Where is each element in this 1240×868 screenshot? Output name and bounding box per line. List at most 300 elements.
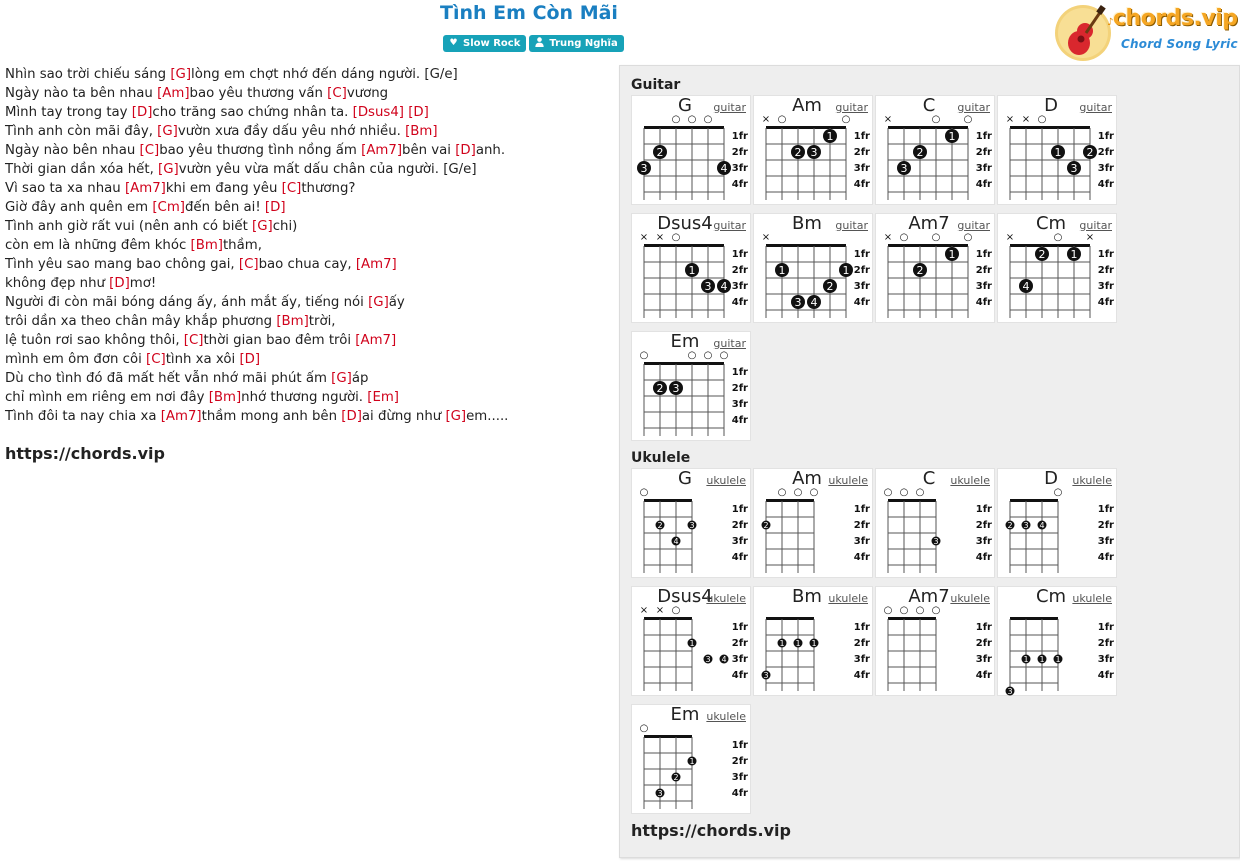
fret-label: 3fr (975, 536, 992, 547)
genre-tag[interactable] (443, 35, 526, 52)
ukulele-chord-card[interactable] (997, 468, 1117, 578)
chord-name: Bm (792, 213, 822, 234)
lyric-text: Tình đôi ta nay chia xa (5, 409, 161, 424)
lyric-text: vương (346, 86, 389, 101)
finger-number: 1 (842, 264, 850, 277)
song-tags (443, 35, 624, 52)
fret-label: 3fr (731, 536, 748, 547)
chord-marker[interactable]: [Bm] (190, 238, 223, 253)
open-string-marker: ○ (639, 350, 649, 361)
ukulele-chord-card[interactable] (631, 468, 751, 578)
chord-name: C (922, 95, 936, 116)
lyric-line (5, 103, 605, 122)
fret-label: 2fr (731, 638, 748, 649)
fret-label: 4fr (853, 552, 870, 563)
finger-number: 2 (1086, 146, 1094, 159)
chord-name: Cm (1035, 586, 1067, 607)
finger-number: 1 (1039, 655, 1045, 664)
instrument-link[interactable]: ukulele (1072, 474, 1112, 487)
fret-label: 2fr (975, 265, 992, 276)
fret-label: 1fr (731, 249, 748, 260)
guitar-chord-card[interactable] (753, 213, 873, 323)
lyric-text: khi em đang yêu (165, 181, 282, 196)
chord-marker[interactable]: [Dsus4] (352, 105, 404, 120)
chord-marker[interactable]: [D] (239, 352, 261, 367)
lyric-text: mơ! (129, 276, 157, 291)
open-string-marker: ○ (703, 114, 713, 125)
fret-label: 3fr (1097, 536, 1114, 547)
fret-label: 4fr (853, 670, 870, 681)
lyric-text: áp (351, 371, 369, 386)
finger-number: 3 (1023, 521, 1029, 530)
fret-label: 3fr (975, 654, 992, 665)
lyric-line (5, 198, 605, 217)
fret-label: 1fr (1097, 249, 1114, 260)
ukulele-chord-card[interactable] (753, 586, 873, 696)
fret-label: 4fr (731, 415, 748, 426)
open-string-marker: ○ (639, 487, 649, 498)
fret-label: 4fr (853, 179, 870, 190)
fret-label: 3fr (731, 772, 748, 783)
chord-marker[interactable]: [C] (146, 352, 166, 367)
lyric-text: Giờ đây anh quên em (5, 200, 153, 215)
chord-marker[interactable]: [G] (331, 371, 352, 386)
lyric-text: bên vai (402, 143, 456, 158)
instrument-link[interactable]: ukulele (706, 710, 746, 723)
lyric-text: vườn xưa đầy dấu yêu nhớ nhiều. (177, 124, 406, 139)
lyric-text: còn em là những đêm khóc (5, 238, 191, 253)
finger-number: 1 (778, 264, 786, 277)
lyric-text: Thời gian dần xóa hết, (5, 162, 159, 177)
fret-label: 3fr (1097, 281, 1114, 292)
lyric-text: Ngày nào bên nhau (5, 143, 140, 158)
finger-number: 2 (794, 146, 802, 159)
guitar-chord-card[interactable] (875, 95, 995, 205)
chord-name: G (678, 95, 692, 116)
lyric-line (5, 388, 605, 407)
chord-marker[interactable]: [Bm] (405, 124, 438, 139)
chord-marker[interactable]: [Am7] (355, 257, 397, 272)
song-title: Tình Em Còn Mãi (440, 2, 618, 24)
lyric-text: thời gian bao đêm trôi (203, 333, 356, 348)
guitar-chord-card[interactable] (631, 95, 751, 205)
open-string-marker: ○ (703, 350, 713, 361)
chord-marker[interactable]: [G] (157, 124, 178, 139)
chord-name: Cm (1035, 213, 1067, 234)
lyric-line (5, 236, 605, 255)
lyric-text: em..... (466, 409, 509, 424)
lyric-text: không đẹp như (5, 276, 110, 291)
finger-number: 3 (657, 789, 663, 798)
finger-number: 2 (916, 146, 924, 159)
instrument-link[interactable]: guitar (957, 101, 990, 114)
finger-number: 1 (1054, 146, 1062, 159)
chord-marker[interactable]: [G] (158, 162, 179, 177)
chord-name: D (1044, 468, 1058, 489)
lyric-text: thầm, (222, 238, 262, 253)
fret-label: 2fr (853, 638, 870, 649)
muted-string-marker: × (1085, 232, 1095, 243)
lyric-text: ai đừng như (361, 409, 446, 424)
guitar-chord-card[interactable] (631, 331, 751, 441)
finger-number: 3 (763, 671, 769, 680)
lyric-text: mình em ôm đơn côi (5, 352, 147, 367)
fret-label: 4fr (731, 179, 748, 190)
lyric-text: Dù cho tình đó đã mất hết vẫn nhớ mãi phút ấm (5, 371, 332, 386)
finger-number: 2 (673, 773, 679, 782)
fret-label: 2fr (853, 147, 870, 158)
open-string-marker: ○ (931, 605, 941, 616)
finger-number: 3 (1007, 687, 1013, 696)
chord-marker[interactable]: [Bm] (208, 390, 242, 405)
lyric-text: bao yêu thương vấn (189, 86, 328, 101)
chord-panel (619, 65, 1240, 858)
guitar-chord-card[interactable] (753, 95, 873, 205)
instrument-link[interactable]: guitar (957, 219, 990, 232)
instrument-link[interactable]: guitar (713, 101, 746, 114)
open-string-marker: ○ (883, 605, 893, 616)
fret-label: 2fr (731, 383, 748, 394)
open-string-marker: ○ (671, 605, 681, 616)
lyric-text: lòng em chợt nhớ đến dáng người. [G/e] (191, 67, 458, 82)
muted-string-marker: × (883, 232, 893, 243)
open-string-marker: ○ (1037, 114, 1047, 125)
fret-label: 4fr (1097, 552, 1114, 563)
ukulele-chord-card[interactable] (631, 586, 751, 696)
chord-marker[interactable]: [Am7] (160, 409, 202, 424)
open-string-marker: ○ (671, 232, 681, 243)
chord-marker[interactable]: [C] (327, 86, 347, 101)
lyric-text: Tình yêu sao mang bao chông gai, (5, 257, 239, 272)
finger-number: 1 (688, 264, 696, 277)
fret-label: 1fr (1097, 504, 1114, 515)
open-string-marker: ○ (915, 605, 925, 616)
chord-marker[interactable]: [Am] (157, 86, 190, 101)
chord-marker[interactable]: [G] (252, 219, 273, 234)
lyric-text: Ngày nào ta bên nhau (5, 86, 158, 101)
fret-label: 1fr (1097, 131, 1114, 142)
chord-marker[interactable]: [Bm] (276, 314, 309, 329)
fret-label: 2fr (975, 147, 992, 158)
chord-name: Am (792, 468, 822, 489)
fret-label: 3fr (975, 281, 992, 292)
chord-name: Am (792, 95, 822, 116)
open-string-marker: ○ (963, 114, 973, 125)
lyric-line (5, 217, 605, 236)
fret-label: 1fr (1097, 622, 1114, 633)
finger-number: 1 (1070, 248, 1078, 261)
open-string-marker: ○ (719, 350, 729, 361)
lyric-line (5, 274, 605, 293)
instrument-link[interactable]: guitar (713, 337, 746, 350)
instrument-link[interactable]: ukulele (1072, 592, 1112, 605)
lyric-line (5, 255, 605, 274)
lyric-text: Nhìn sao trời chiếu sáng (5, 67, 171, 82)
lyrics-site-url[interactable]: https://chords.vip (5, 444, 165, 463)
finger-number: 2 (656, 382, 664, 395)
open-string-marker: ○ (777, 487, 787, 498)
open-string-marker: ○ (777, 114, 787, 125)
chord-marker[interactable]: [C] (281, 181, 302, 196)
finger-number: 3 (705, 655, 711, 664)
chord-marker[interactable]: [Am7] (124, 181, 166, 196)
chord-marker[interactable]: [D] (341, 409, 362, 424)
chord-marker[interactable]: [G] (170, 67, 192, 82)
instrument-link[interactable]: guitar (713, 219, 746, 232)
lyric-text: thầm mong anh bên (201, 409, 342, 424)
chord-marker[interactable]: [Am7] (355, 333, 397, 348)
finger-number: 2 (1007, 521, 1013, 530)
chord-marker[interactable]: [Am7] (361, 143, 403, 158)
fret-label: 1fr (731, 367, 748, 378)
guitar-chord-card[interactable] (997, 213, 1117, 323)
lyric-text: lệ tuôn rơi sao không thôi, (5, 333, 184, 348)
lyric-text: nhớ thương người. (241, 390, 368, 405)
fret-label: 3fr (853, 281, 870, 292)
fret-label: 3fr (731, 281, 748, 292)
finger-number: 1 (689, 639, 695, 648)
open-string-marker: ○ (1053, 232, 1063, 243)
lyric-text: chi) (272, 219, 298, 234)
finger-number: 2 (657, 521, 663, 530)
finger-number: 4 (673, 537, 679, 546)
chord-marker[interactable]: [Cm] (152, 200, 185, 215)
finger-number: 1 (811, 639, 817, 648)
open-string-marker: ○ (1053, 487, 1063, 498)
ukulele-chord-card[interactable] (997, 586, 1117, 696)
lyric-line (5, 179, 605, 198)
chord-name: G (678, 468, 692, 489)
fret-label: 2fr (731, 520, 748, 531)
finger-number: 1 (795, 639, 801, 648)
fret-label: 4fr (975, 179, 992, 190)
fret-label: 2fr (853, 265, 870, 276)
fret-label: 4fr (1097, 670, 1114, 681)
finger-number: 1 (1055, 655, 1061, 664)
fret-label: 4fr (853, 297, 870, 308)
finger-number: 2 (826, 280, 834, 293)
finger-number: 2 (656, 146, 664, 159)
lyric-text: bao chua cay, (258, 257, 356, 272)
finger-number: 4 (1039, 521, 1045, 530)
open-string-marker: ○ (841, 114, 851, 125)
chord-marker[interactable]: [D] (264, 200, 286, 215)
fret-label: 2fr (731, 147, 748, 158)
fret-label: 3fr (1097, 654, 1114, 665)
lyrics-block (5, 65, 605, 426)
finger-number: 1 (948, 248, 956, 261)
instrument-link[interactable]: guitar (1079, 219, 1112, 232)
chord-marker[interactable]: [C] (238, 257, 259, 272)
chord-marker[interactable]: [D] (408, 105, 429, 120)
lyric-line (5, 141, 605, 160)
chord-name: Em (670, 331, 700, 352)
fret-label: 2fr (975, 520, 992, 531)
open-string-marker: ○ (931, 114, 941, 125)
lyric-line (5, 350, 605, 369)
fret-label: 3fr (731, 654, 748, 665)
fret-label: 2fr (1097, 520, 1114, 531)
chord-marker[interactable]: [D] (109, 276, 130, 291)
muted-string-marker: × (655, 232, 665, 243)
panel-site-url[interactable]: https://chords.vip (631, 821, 791, 840)
chord-name: Em (670, 704, 700, 725)
chord-marker[interactable]: [D] (131, 105, 153, 120)
finger-number: 1 (1023, 655, 1029, 664)
open-string-marker: ○ (963, 232, 973, 243)
instrument-link[interactable]: ukulele (950, 592, 990, 605)
instrument-link[interactable]: ukulele (706, 592, 746, 605)
logo-subtitle: Chord Song Lyric (1121, 37, 1238, 51)
fret-label: 4fr (975, 552, 992, 563)
finger-number: 1 (689, 757, 695, 766)
muted-string-marker: × (761, 232, 771, 243)
lyric-line (5, 293, 605, 312)
fret-label: 1fr (731, 622, 748, 633)
chord-name: D (1044, 95, 1058, 116)
fret-label: 1fr (853, 504, 870, 515)
fret-label: 4fr (975, 670, 992, 681)
finger-number: 3 (810, 146, 818, 159)
instrument-link[interactable]: ukulele (828, 474, 868, 487)
open-string-marker: ○ (687, 350, 697, 361)
fret-label: 3fr (853, 654, 870, 665)
lyric-text: Người đi còn mãi bóng dáng ấy, ánh mắt ấy, tiếng nói (5, 295, 369, 310)
finger-number: 3 (640, 162, 648, 175)
finger-number: 1 (826, 130, 834, 143)
lyric-text: trôi dần xa theo chân mây khắp phương (5, 314, 277, 329)
ukulele-section-title: Ukulele (631, 450, 691, 466)
fret-label: 4fr (731, 552, 748, 563)
fret-label: 1fr (975, 504, 992, 515)
guitar-chord-card[interactable] (875, 213, 995, 323)
fret-label: 3fr (731, 399, 748, 410)
chord-name: C (922, 468, 936, 489)
lyric-line (5, 369, 605, 388)
fret-label: 1fr (853, 249, 870, 260)
fret-label: 2fr (1097, 638, 1114, 649)
artist-tag[interactable] (529, 35, 623, 52)
muted-string-marker: × (883, 114, 893, 125)
fret-label: 4fr (1097, 297, 1114, 308)
chord-name: Bm (792, 586, 822, 607)
lyric-text: Tình anh giờ rất vui (nên anh có biết (5, 219, 253, 234)
lyric-text: thương? (301, 181, 356, 196)
muted-string-marker: × (1005, 232, 1015, 243)
fret-label: 3fr (1097, 163, 1114, 174)
instrument-link[interactable]: ukulele (706, 474, 746, 487)
muted-string-marker: × (639, 605, 649, 616)
lyric-line (5, 312, 605, 331)
finger-number: 1 (779, 639, 785, 648)
finger-number: 3 (672, 382, 680, 395)
fret-label: 1fr (853, 622, 870, 633)
ukulele-chord-card[interactable] (753, 468, 873, 578)
guitar-chord-card[interactable] (997, 95, 1117, 205)
lyric-text: tình xa xôi (165, 352, 240, 367)
guitar-section-title: Guitar (631, 77, 681, 93)
user-icon (534, 37, 545, 51)
chord-marker[interactable]: [C] (139, 143, 160, 158)
open-string-marker: ○ (899, 487, 909, 498)
lyric-line (5, 122, 605, 141)
fret-label: 4fr (731, 297, 748, 308)
finger-number: 3 (1070, 162, 1078, 175)
instrument-link[interactable]: guitar (1079, 101, 1112, 114)
open-string-marker: ○ (687, 114, 697, 125)
lyric-text: anh. (475, 143, 506, 158)
finger-number: 3 (689, 521, 695, 530)
lyric-line (5, 407, 605, 426)
lyric-line (5, 84, 605, 103)
finger-number: 4 (720, 280, 728, 293)
lyric-line (5, 331, 605, 350)
chord-marker[interactable]: [C] (183, 333, 204, 348)
finger-number: 3 (933, 537, 939, 546)
fret-label: 4fr (1097, 179, 1114, 190)
instrument-link[interactable]: ukulele (950, 474, 990, 487)
muted-string-marker: × (1005, 114, 1015, 125)
instrument-link[interactable]: guitar (835, 101, 868, 114)
finger-number: 4 (720, 162, 728, 175)
open-string-marker: ○ (639, 723, 649, 734)
fret-label: 1fr (731, 504, 748, 515)
open-string-marker: ○ (931, 232, 941, 243)
open-string-marker: ○ (671, 114, 681, 125)
instrument-link[interactable]: guitar (835, 219, 868, 232)
lyric-text: Mình tay trong tay (5, 105, 132, 120)
ukulele-chord-card[interactable] (875, 468, 995, 578)
muted-string-marker: × (639, 232, 649, 243)
svg-text:♪: ♪ (1107, 17, 1114, 28)
chord-name: Am7 (908, 213, 950, 234)
lyric-text: đến bên ai! (184, 200, 265, 215)
guitar-chord-card[interactable] (631, 213, 751, 323)
fret-label: 3fr (731, 163, 748, 174)
finger-number: 2 (763, 521, 769, 530)
finger-number: 1 (948, 130, 956, 143)
fret-label: 1fr (853, 131, 870, 142)
fret-label: 1fr (975, 622, 992, 633)
chord-marker[interactable]: [G] (368, 295, 389, 310)
chord-name: Dsus4 (657, 213, 713, 234)
instrument-link[interactable]: ukulele (828, 592, 868, 605)
open-string-marker: ○ (899, 605, 909, 616)
finger-number: 4 (721, 655, 727, 664)
finger-number: 4 (1022, 280, 1030, 293)
fret-label: 2fr (975, 638, 992, 649)
chord-marker[interactable]: [Em] (367, 390, 399, 405)
lyric-text: trời, (308, 314, 336, 329)
lyric-text: vườn yêu vừa mất dấu chân của người. [G/e] (178, 162, 477, 177)
finger-number: 3 (704, 280, 712, 293)
ukulele-chord-card[interactable] (875, 586, 995, 696)
open-string-marker: ○ (883, 487, 893, 498)
lyric-line (5, 160, 605, 179)
fret-label: 4fr (731, 670, 748, 681)
lyric-text: Vì sao ta xa nhau (5, 181, 125, 196)
logo-text: chords.vip (1113, 6, 1238, 31)
fret-label: 4fr (975, 297, 992, 308)
chord-marker[interactable]: [G] (445, 409, 467, 424)
muted-string-marker: × (655, 605, 665, 616)
lyric-text: ấy (388, 295, 405, 310)
fret-label: 2fr (853, 520, 870, 531)
fret-label: 3fr (853, 536, 870, 547)
ukulele-chord-card[interactable] (631, 704, 751, 814)
chord-marker[interactable]: [D] (455, 143, 476, 158)
genre-label: Slow Rock (463, 38, 521, 49)
